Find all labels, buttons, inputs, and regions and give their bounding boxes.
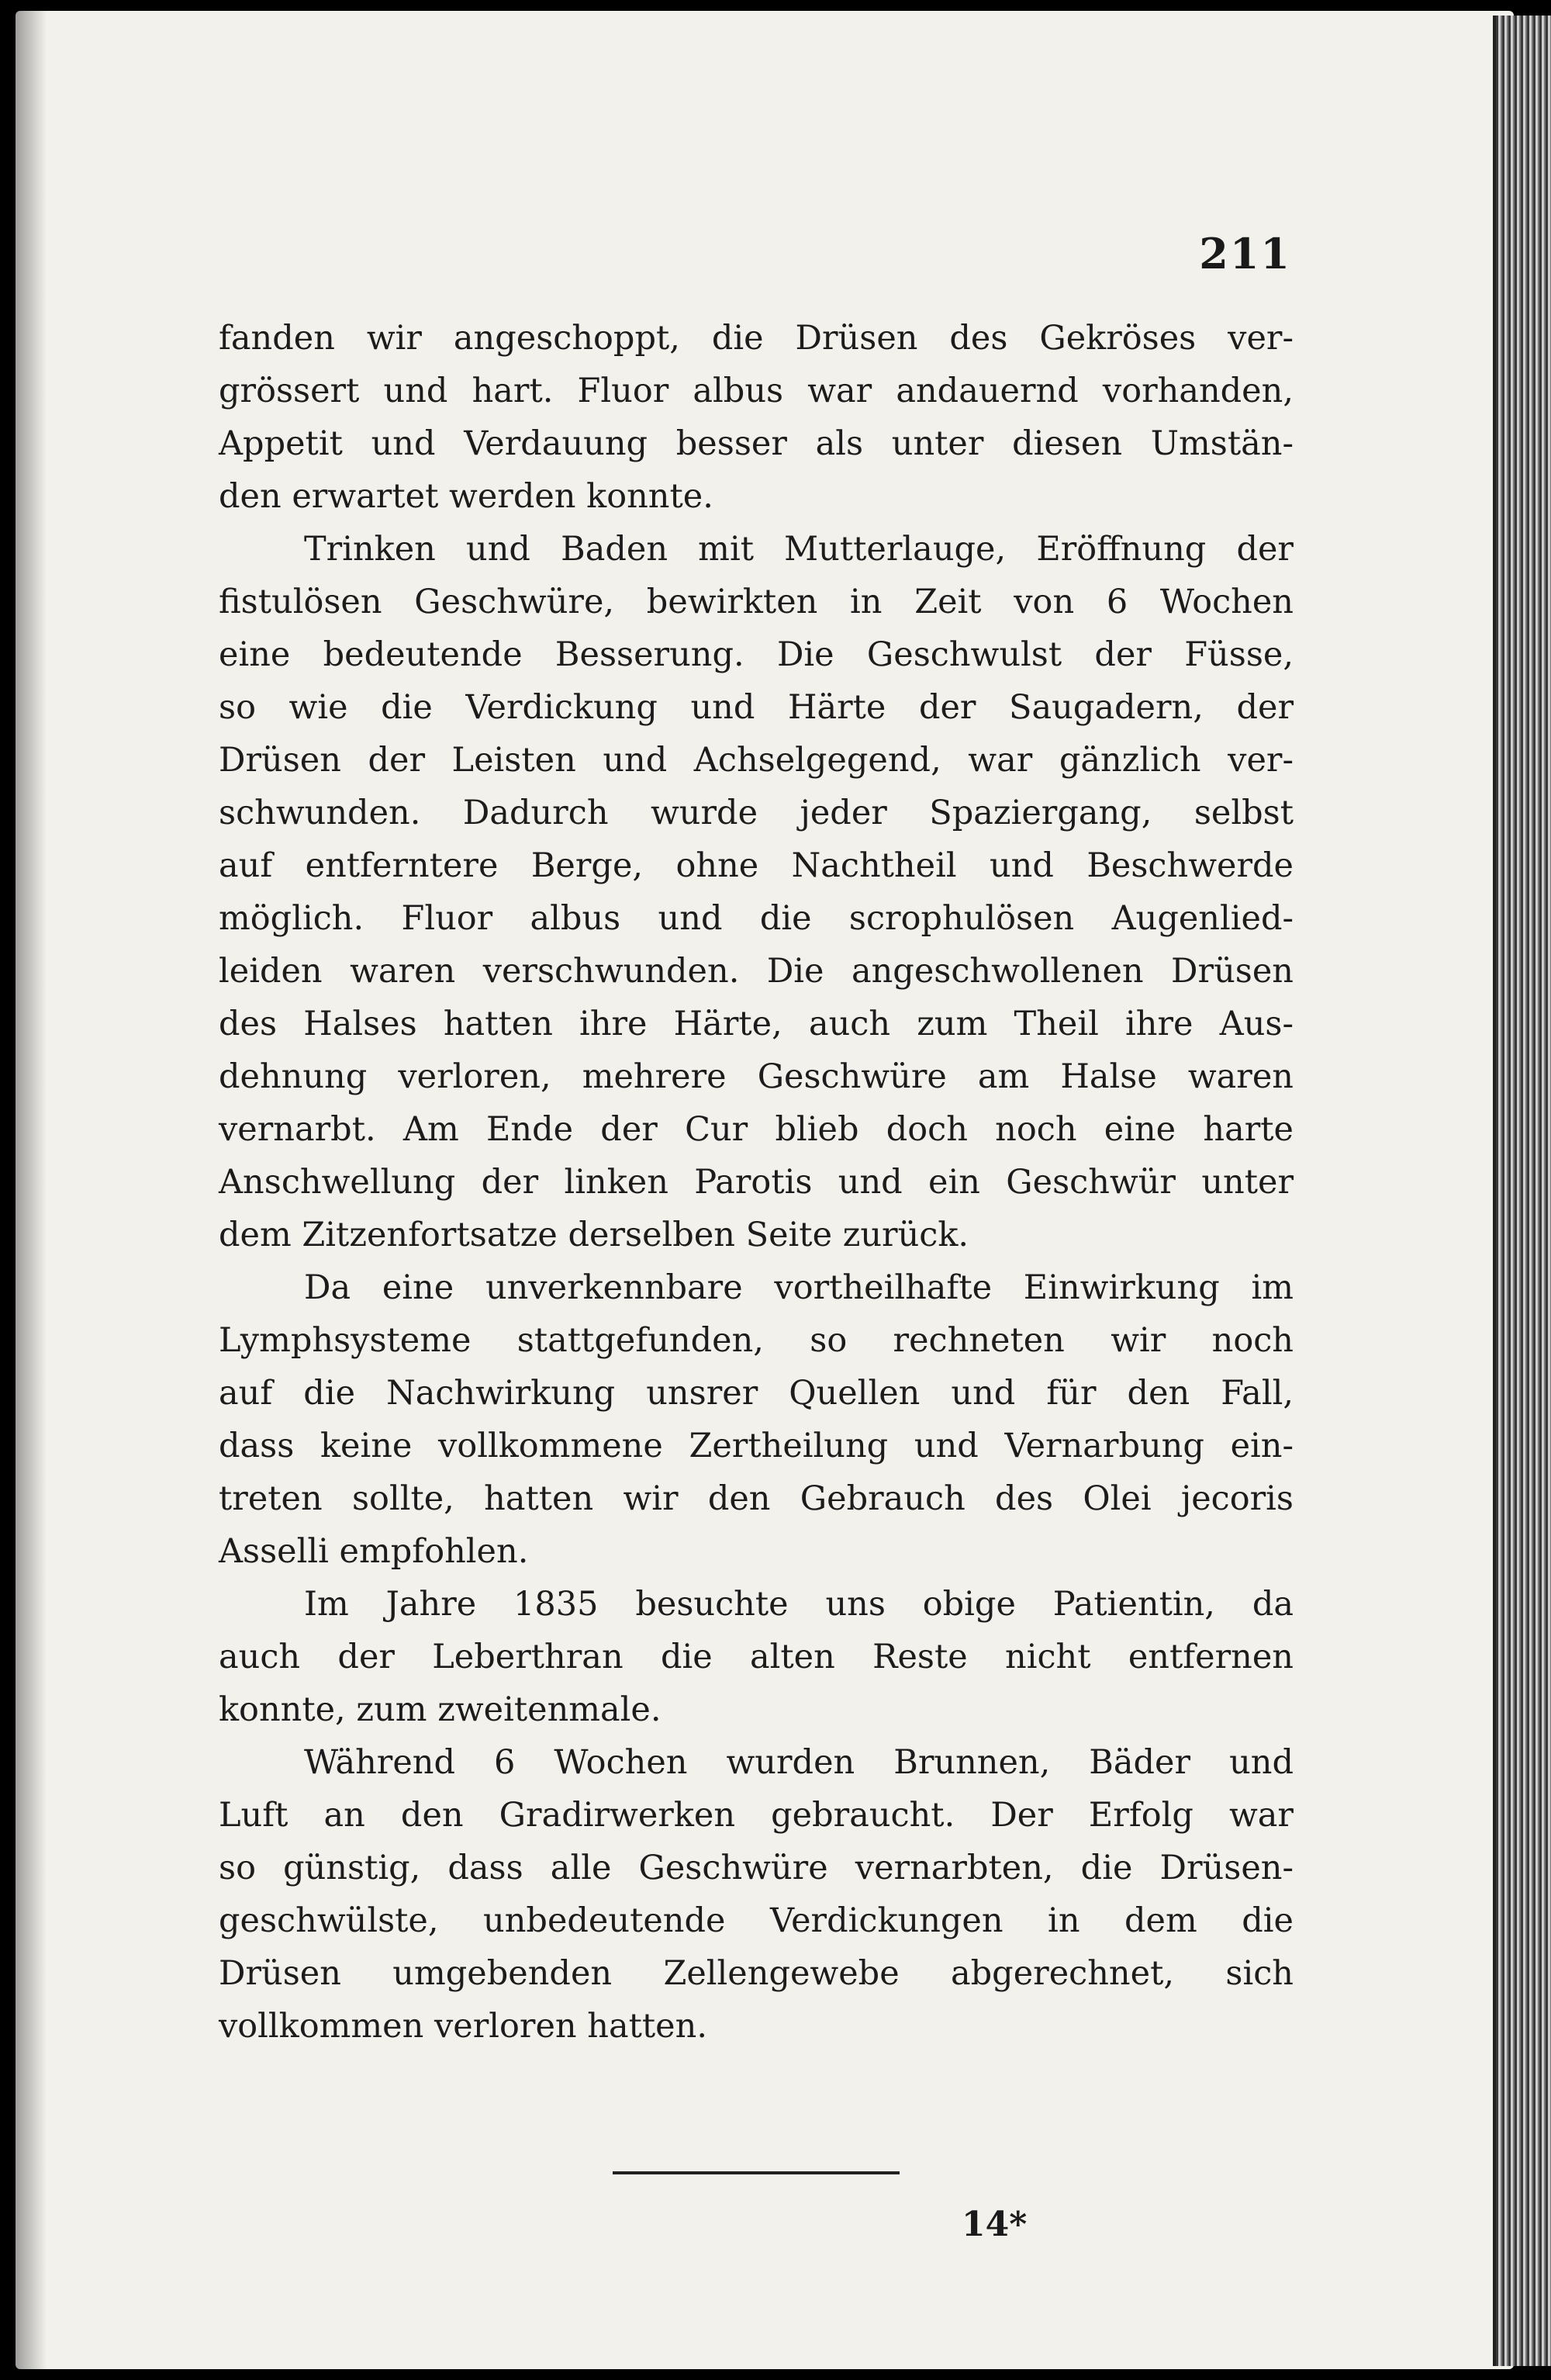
page-number: 211	[1199, 229, 1291, 278]
body-text	[219, 312, 1294, 2053]
signature-mark: 14*	[962, 2205, 1028, 2244]
text-line: Drüsen umgebenden Zellengewebe abgerechnet, sich	[219, 1954, 1294, 1993]
page-edge	[1493, 16, 1551, 2366]
gutter-shadow	[16, 11, 47, 2369]
text-line: fistulösen Geschwüre, bewirkten in Zeit von 6 Wochen	[219, 583, 1294, 621]
text-line: auch der Leberthran die alten Reste nicht entfernen	[219, 1638, 1294, 1676]
text-line: auf entferntere Berge, ohne Nachtheil und Beschwerde	[219, 846, 1294, 885]
text-line: Während 6 Wochen wurden Brunnen, Bäder und	[304, 1743, 1294, 1782]
text-line: Lymphsysteme stattgefunden, so rechneten wir noch	[219, 1321, 1294, 1360]
text-line: grössert und hart. Fluor albus war andauernd vorhanden,	[219, 372, 1294, 410]
text-line: des Halses hatten ihre Härte, auch zum Theil ihre Aus-	[219, 1005, 1294, 1043]
text-line: geschwülste, unbedeutende Verdickungen in dem die	[219, 1901, 1294, 1940]
text-line: vollkommen verloren hatten.	[219, 2007, 707, 2046]
text-line: Anschwellung der linken Parotis und ein Geschwür unter	[219, 1163, 1294, 1202]
text-line: Im Jahre 1835 besuchte uns obige Patientin, da	[304, 1585, 1294, 1624]
text-line: auf die Nachwirkung unsrer Quellen und für den Fall,	[219, 1374, 1294, 1413]
text-line: dem Zitzenfortsatze derselben Seite zurück.	[219, 1216, 969, 1254]
text-line: möglich. Fluor albus und die scrophulösen Augenlied-	[219, 899, 1294, 938]
text-line: leiden waren verschwunden. Die angeschwollenen Drüsen	[219, 952, 1294, 991]
text-line: den erwartet werden konnte.	[219, 477, 713, 516]
text-line: konnte, zum zweitenmale.	[219, 1690, 662, 1729]
text-line: Luft an den Gradirwerken gebraucht. Der Erfolg war	[219, 1796, 1294, 1835]
text-line: Drüsen der Leisten und Achselgegend, war gänzlich ver-	[219, 741, 1294, 780]
text-line: eine bedeutende Besserung. Die Geschwulst der Füsse,	[219, 635, 1294, 674]
text-line: Trinken und Baden mit Mutterlauge, Eröffnung der	[304, 530, 1294, 569]
text-line: Appetit und Verdauung besser als unter diesen Umstän-	[219, 424, 1294, 463]
text-line: so wie die Verdickung und Härte der Saugadern, der	[219, 688, 1294, 727]
footer-rule	[613, 2171, 900, 2174]
text-line: vernarbt. Am Ende der Cur blieb doch noch eine harte	[219, 1110, 1294, 1149]
text-line: so günstig, dass alle Geschwüre vernarbten, die Drüsen-	[219, 1849, 1294, 1887]
text-line: fanden wir angeschoppt, die Drüsen des Gekröses ver-	[219, 319, 1294, 358]
text-line: treten sollte, hatten wir den Gebrauch des Olei jecoris	[219, 1479, 1294, 1518]
text-line: dass keine vollkommene Zertheilung und Vernarbung ein-	[219, 1427, 1294, 1465]
text-line: Da eine unverkennbare vortheilhafte Einwirkung im	[304, 1268, 1294, 1307]
text-line: dehnung verloren, mehrere Geschwüre am Halse waren	[219, 1057, 1294, 1096]
text-line: schwunden. Dadurch wurde jeder Spaziergang, selbst	[219, 794, 1294, 832]
text-line: Asselli empfohlen.	[219, 1532, 529, 1571]
